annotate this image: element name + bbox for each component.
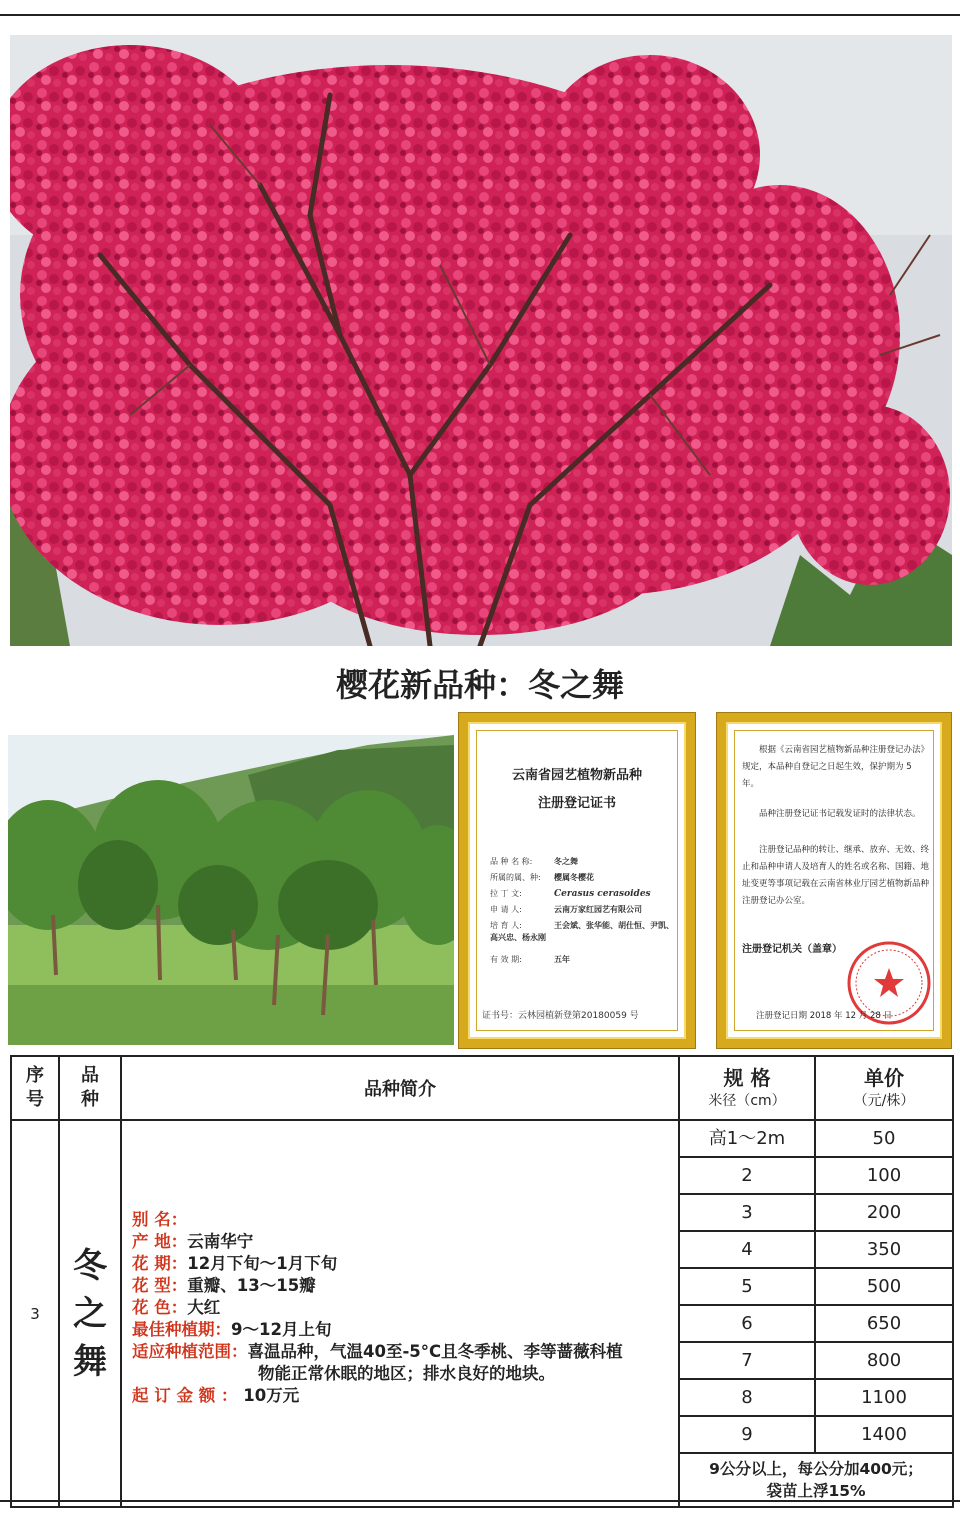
price-table xyxy=(10,1055,954,1508)
price-note xyxy=(679,1453,953,1507)
cert-field-value: 云南万家红园艺有限公司 xyxy=(554,905,642,914)
header-variety xyxy=(59,1056,121,1120)
price-cell: 1100 xyxy=(815,1379,953,1416)
spec-cell: 2 xyxy=(679,1157,815,1194)
header-intro: 品种简介 xyxy=(121,1056,679,1120)
intro-line xyxy=(132,1253,670,1275)
header-spec-sub: 米径（cm） xyxy=(708,1093,786,1109)
cert-field-label: 培 育 人: xyxy=(490,921,522,930)
intro-label: 最佳种植期： xyxy=(132,1320,231,1339)
intro-label: 花 期： xyxy=(132,1254,188,1273)
header-spec xyxy=(679,1056,815,1120)
intro-line xyxy=(132,1275,670,1297)
price-note-line-2: 袋苗上浮15% xyxy=(766,1482,866,1500)
table-row xyxy=(11,1120,953,1157)
cert-field-genus xyxy=(490,872,676,883)
cert-number: 证书号：云林园植新登第20180059 号 xyxy=(482,1011,639,1021)
price-cell: 100 xyxy=(815,1157,953,1194)
cert-field-label: 申 请 人: xyxy=(490,905,522,914)
cert-field-label: 有 效 期: xyxy=(490,955,522,964)
header-price-title: 单价 xyxy=(864,1066,904,1090)
intro-line xyxy=(132,1341,670,1363)
intro-label: 别 名： xyxy=(132,1210,188,1229)
spec-cell: 5 xyxy=(679,1268,815,1305)
cert-field-value: 樱属冬樱花 xyxy=(554,873,594,882)
top-rule xyxy=(0,14,960,16)
spec-cell: 6 xyxy=(679,1305,815,1342)
cert-back-paragraph-1: 根据《云南省园艺植物新品种注册登记办法》规定，本品种自登记之日起生效，保护期为 5 年。 xyxy=(742,745,930,789)
cert-field-validity xyxy=(490,954,676,965)
intro-line xyxy=(132,1231,670,1253)
price-cell: 350 xyxy=(815,1231,953,1268)
spec-cell: 高1～2m xyxy=(679,1120,815,1157)
header-variety-label: 品种 xyxy=(81,1065,99,1110)
bottom-rule xyxy=(0,1500,960,1502)
variety-char: 之 xyxy=(73,1293,107,1334)
price-cell: 50 xyxy=(815,1120,953,1157)
cert-field-value: Cerasus cerasoides xyxy=(554,889,651,899)
intro-value: 物能正常休眠的地区；排水良好的地块。 xyxy=(258,1364,555,1383)
intro-value: 喜温品种，气温40至-5°C且冬季桃、李等蔷薇科植 xyxy=(247,1342,623,1361)
intro-line xyxy=(132,1209,670,1231)
intro-line xyxy=(132,1319,670,1341)
intro-label: 花 色： xyxy=(132,1298,188,1317)
intro-label: 产 地： xyxy=(132,1232,188,1251)
intro-label: 起 订 金 额 ： xyxy=(132,1386,238,1405)
intro-value: 云南华宁 xyxy=(187,1232,254,1251)
cert-authority: 注册登记机关（盖章） xyxy=(742,944,842,955)
cert-field-value: 冬之舞 xyxy=(554,857,578,866)
header-seq xyxy=(11,1056,59,1120)
intro-line xyxy=(132,1363,670,1385)
row-seq: 3 xyxy=(11,1120,59,1507)
spec-cell: 9 xyxy=(679,1416,815,1453)
certificate-front xyxy=(459,713,695,1048)
cert-field-label: 所属的属、种: xyxy=(490,873,541,882)
spec-cell: 8 xyxy=(679,1379,815,1416)
intro-value: 重瓣、13～15瓣 xyxy=(187,1276,316,1295)
header-price xyxy=(815,1056,953,1120)
intro-value: 9～12月上旬 xyxy=(231,1320,332,1339)
price-cell: 1400 xyxy=(815,1416,953,1453)
cert-field-label: 拉 丁 文: xyxy=(490,889,522,898)
price-note-line-1: 9公分以上，每公分加400元； xyxy=(709,1460,923,1478)
intro-list xyxy=(122,1121,678,1407)
cert-field-applicant xyxy=(490,904,676,915)
header-spec-title: 规 格 xyxy=(723,1066,771,1090)
intro-value: 12月下旬～1月下旬 xyxy=(187,1254,338,1273)
cert-back-paragraph-2: 品种注册登记证书记载发证时的法律状态。 xyxy=(759,809,921,819)
variety-char: 冬 xyxy=(73,1245,107,1286)
cert-date: 注册登记日期 2018 年 12 月 28 日 xyxy=(756,1011,892,1021)
intro-label: 花 型： xyxy=(132,1276,188,1295)
cert-field-name xyxy=(490,856,676,867)
header-price-sub: （元/株） xyxy=(853,1093,915,1109)
certificate-back xyxy=(717,713,951,1048)
cert-field-latin xyxy=(490,888,676,899)
page-title: 樱花新品种：冬之舞 xyxy=(335,666,624,704)
header-seq-label: 序号 xyxy=(26,1065,44,1110)
intro-label: 适应种植范围： xyxy=(132,1342,248,1361)
cert-field-breeder xyxy=(490,920,676,944)
certificate-heading-2: 注册登记证书 xyxy=(537,796,616,811)
cert-field-label: 品 种 名 称: xyxy=(490,857,533,866)
variety-char: 舞 xyxy=(73,1341,107,1382)
cherry-blossom-photo xyxy=(10,35,952,646)
intro-value: 10万元 xyxy=(237,1386,300,1405)
price-cell: 650 xyxy=(815,1305,953,1342)
intro-line xyxy=(132,1297,670,1319)
row-variety xyxy=(59,1120,121,1507)
certificate-heading-1: 云南省园艺植物新品种 xyxy=(511,768,642,783)
spec-cell: 7 xyxy=(679,1342,815,1379)
price-cell: 200 xyxy=(815,1194,953,1231)
cert-field-value: 王会斌、张华能、胡仕恒、尹凯、高兴忠、杨永刚 xyxy=(490,921,674,942)
price-cell: 500 xyxy=(815,1268,953,1305)
cert-field-value: 五年 xyxy=(554,955,570,964)
price-cell: 800 xyxy=(815,1342,953,1379)
orchard-photo xyxy=(8,735,454,1045)
table-header-row xyxy=(11,1056,953,1120)
row-intro xyxy=(121,1120,679,1507)
intro-value: 大红 xyxy=(187,1298,221,1317)
spec-cell: 4 xyxy=(679,1231,815,1268)
intro-line xyxy=(132,1385,670,1407)
cert-back-paragraph-3: 注册登记品种的转让、继承、放弃、无效、终止和品种申请人及培育人的姓名或名称、国籍、地址变更等事项记载在云南省林业厅园艺植物新品种注册登记办公室。 xyxy=(742,845,930,906)
spec-cell: 3 xyxy=(679,1194,815,1231)
